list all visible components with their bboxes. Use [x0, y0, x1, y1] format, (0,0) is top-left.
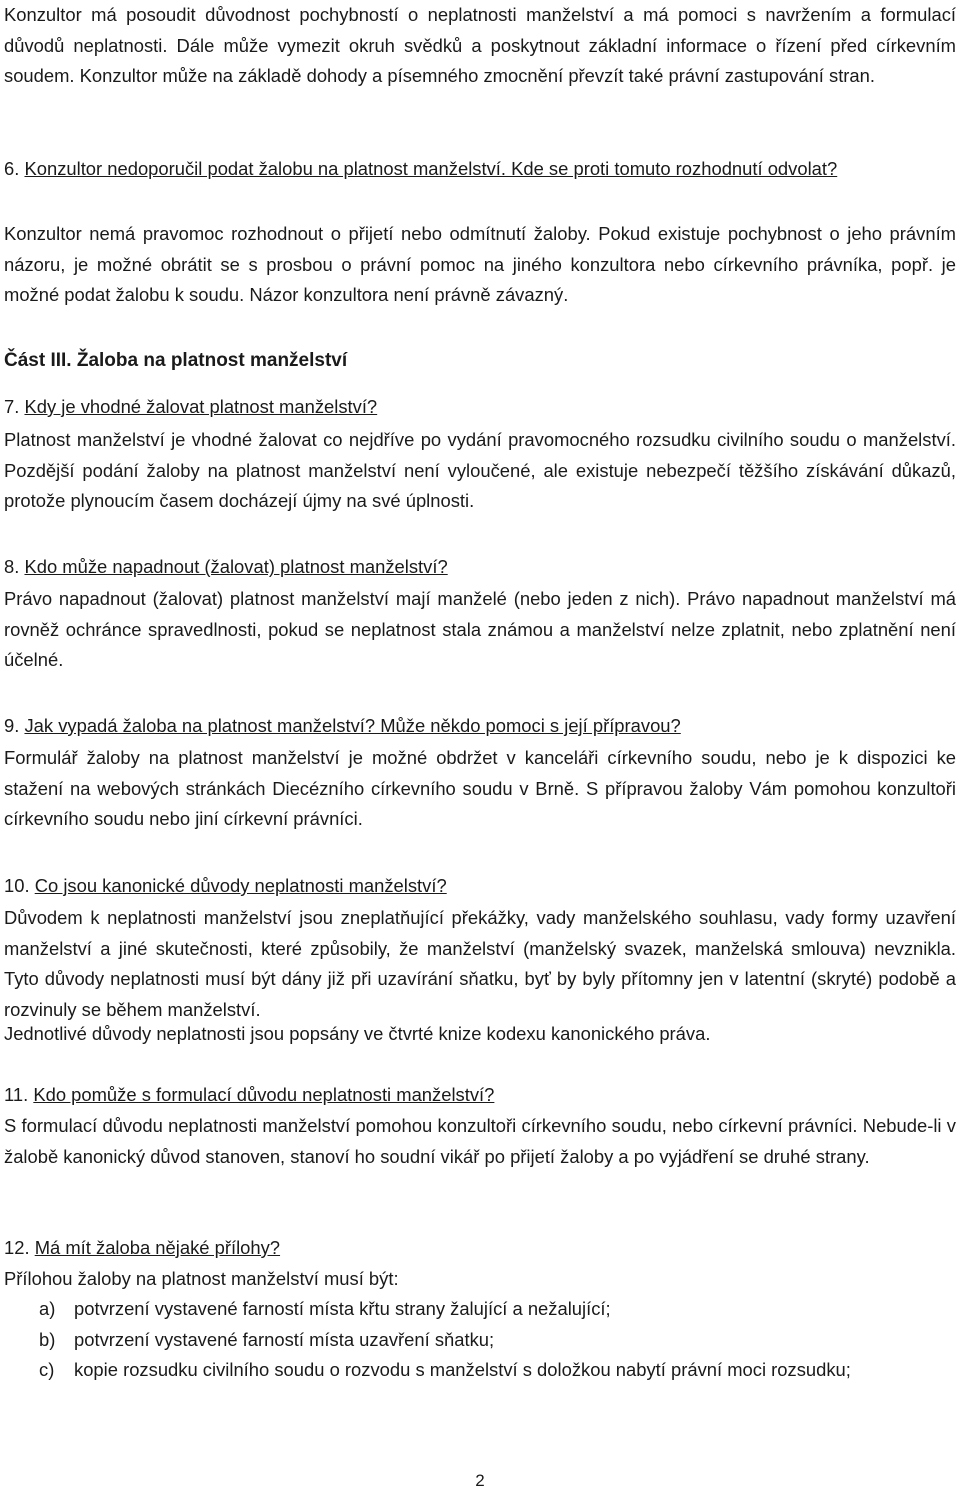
- answer-8: Právo napadnout (žalovat) platnost manželství mají manželé (nebo jeden z nich). Právo napadnout manželství má rovněž ochránce spravedlnosti, pokud se neplatnost stala známou a manželství nelze zplatnit, nebo zplatnění není účelné.: [4, 588, 956, 671]
- question-9-heading: [4, 711, 956, 742]
- question-number: 7.: [4, 396, 20, 417]
- question-text: Jak vypadá žaloba na platnost manželství? Může někdo pomoci s její přípravou?: [24, 715, 681, 736]
- question-number: 6.: [4, 158, 20, 179]
- question-number: 11.: [4, 1084, 29, 1105]
- list-item-label: a): [39, 1298, 56, 1319]
- list-item: [4, 1325, 956, 1356]
- question-text: Kdo pomůže s formulací důvodu neplatnosti manželství?: [33, 1084, 495, 1105]
- question-6-heading: [4, 154, 956, 185]
- part-3-heading: Část III. Žaloba na platnost manželství: [4, 350, 348, 371]
- question-text: Kdy je vhodné žalovat platnost manželství?: [24, 396, 378, 417]
- answer-10-note: Jednotlivé důvody neplatnosti jsou popsány ve čtvrté knize kodexu kanonického práva.: [4, 1023, 711, 1044]
- intro-paragraph: Konzultor má posoudit důvodnost pochybností o neplatnosti manželství a má pomoci s navržením a formulací důvodů neplatnosti. Dále může vymezit okruh svědků a poskytnout základní informace o řízení před církevním soudem. Konzultor může na základě dohody a písemného zmocnění převzít také právní zastupování stran.: [4, 4, 956, 87]
- answer-6: Konzultor nemá pravomoc rozhodnout o přijetí nebo odmítnutí žaloby. Pokud existuje pochybnost o jeho právním názoru, je možné obrátit se s prosbou o právní pomoc na jiného konzultora nebo církevního právníka, popř. je možné podat žalobu k soudu. Názor konzultora není právně závazný.: [4, 223, 956, 306]
- answer-9: Formulář žaloby na platnost manželství je možné obdržet v kanceláři církevního soudu, nebo je k dispozici ke stažení na webových stránkách Diecézního církevního soudu v Brně. S přípravou žaloby Vám pomohou konzultoři církevního soudu nebo jiní církevní právníci.: [4, 747, 956, 830]
- question-text: Kdo může napadnout (žalovat) platnost manželství?: [24, 556, 448, 577]
- question-number: 8.: [4, 556, 20, 577]
- list-item-label: b): [39, 1328, 56, 1350]
- answer-12-intro: Přílohou žaloby na platnost manželství musí být:: [4, 1268, 399, 1289]
- page-number: 2: [475, 1471, 485, 1490]
- answer-10: Důvodem k neplatnosti manželství jsou zneplatňující překážky, vady manželského souhlasu, vady formy uzavření manželství a jiné skutečnosti, které způsobily, že manželství (manželský svazek, manželská smlouva) nevznikla. Tyto důvody neplatnosti musí být dány již při uzavírání sňatku, byť by byly přítomny jen v latentní (skryté) podobě a rozvinuly se během manželství.: [4, 907, 956, 1020]
- question-number: 12.: [4, 1237, 30, 1258]
- question-number: 9.: [4, 715, 20, 736]
- question-12-heading: [4, 1233, 956, 1264]
- question-text: Má mít žaloba nějaké přílohy?: [34, 1237, 281, 1258]
- list-item-label: c): [39, 1359, 55, 1381]
- list-item: [4, 1355, 956, 1386]
- list-item-text: potvrzení vystavené farností místa uzavření sňatku;: [74, 1328, 495, 1350]
- question-11-heading: [4, 1080, 956, 1111]
- question-text: Konzultor nedoporučil podat žalobu na platnost manželství. Kde se proti tomuto rozhodnutí odvolat?: [24, 158, 838, 179]
- list-item-text: kopie rozsudku civilního soudu o rozvodu s manželství s doložkou nabytí právní moci rozsudku;: [74, 1359, 851, 1381]
- list-item: [4, 1294, 956, 1325]
- question-10-heading: [4, 871, 956, 902]
- list-item-text: potvrzení vystavené farností místa křtu strany žalující a nežalující;: [74, 1298, 611, 1319]
- question-number: 10.: [4, 875, 30, 896]
- question-8-heading: [4, 552, 956, 583]
- question-7-heading: [4, 392, 956, 423]
- answer-7: Platnost manželství je vhodné žalovat co nejdříve po vydání pravomocného rozsudku civilního soudu o manželství. Pozdější podání žaloby na platnost manželství není vyloučené, ale existuje nebezpečí těžšího získávání důkazů, protože plynoucím časem docházejí újmy na své úplnosti.: [4, 429, 956, 512]
- answer-11: S formulací důvodu neplatnosti manželství pomohou konzultoři církevního soudu, nebo církevní právníci. Nebude-li v žalobě kanonický důvod stanoven, stanoví ho soudní vikář po přijetí žaloby a po vyjádření se druhé strany.: [4, 1115, 956, 1167]
- attachment-list: [4, 1294, 956, 1386]
- question-text: Co jsou kanonické důvody neplatnosti manželství?: [34, 875, 447, 896]
